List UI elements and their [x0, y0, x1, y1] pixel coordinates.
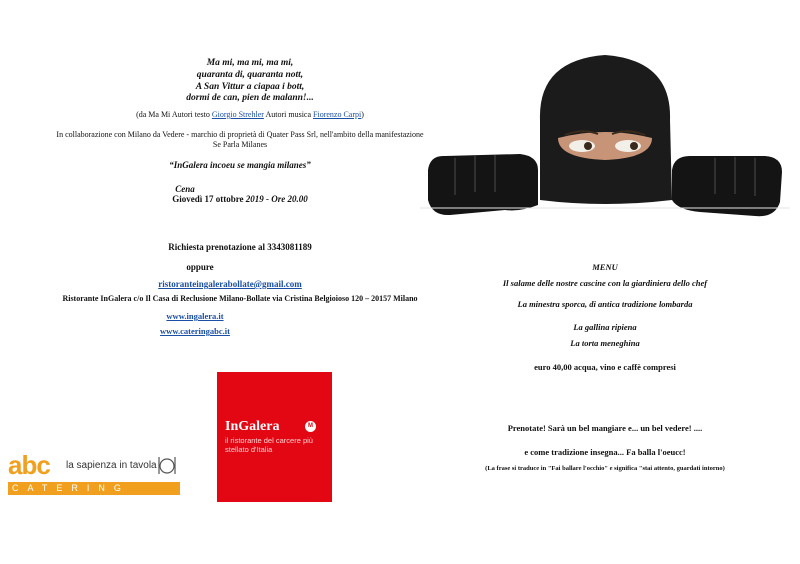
right-glove — [672, 156, 782, 216]
credits — [20, 110, 480, 120]
credits-suffix: ) — [361, 110, 364, 119]
restaurant-address: Ristorante InGalera c/o Il Casa di Reclusione Milano-Bollate via Cristina Belgioioso 120 – 20157 Milano — [62, 294, 418, 303]
author-text-link[interactable]: Giorgio Strehler — [211, 110, 264, 119]
closing-line: Prenotate! Sarà un bel mangiare e... un bel vedere! .... — [507, 423, 703, 433]
abc-catering-logo — [8, 452, 180, 496]
balaclava-head — [540, 55, 672, 204]
event-year-time: 2019 - Ore 20.00 — [243, 194, 308, 204]
abc-logo-word: abc — [8, 450, 50, 480]
abc-logo-tagline: la sapienza in tavola — [66, 460, 157, 471]
collaboration-line: Se Parla Milanes — [212, 140, 268, 149]
booking-email[interactable] — [100, 279, 360, 289]
ingalera-logo-in: In — [225, 419, 239, 434]
credits-prefix: (da Ma Mi Autori testo — [136, 110, 212, 119]
email-link[interactable]: ristoranteingalerabollate@gmail.com — [158, 279, 302, 289]
balaclava-photo — [420, 30, 790, 260]
author-music-link[interactable]: Fiorenzo Carpi — [313, 110, 362, 119]
event-day: Giovedì 17 ottobre — [172, 194, 244, 204]
ingalera-logo-title — [225, 420, 279, 434]
menu-title: MENU — [592, 262, 618, 272]
cutlery-icon — [156, 454, 178, 476]
ingalera-logo — [217, 372, 332, 502]
menu-item: Il salame delle nostre cascine con la giardiniera dello chef — [502, 278, 708, 288]
event-date — [120, 194, 360, 204]
event-title: “InGalera incoeu se mangia milanes” — [169, 160, 311, 170]
abc-logo-catering: CATERING — [8, 482, 180, 495]
ingalera-logo-subtitle: il ristorante del carcere più stellato d'Italia — [225, 436, 313, 454]
poem-line: dormi de can, pien de malann!... — [186, 93, 314, 104]
closing-note: (La frase si traduce in "Fai ballare l'occhio" e significa "stai attento, guardati intorno) — [485, 465, 725, 472]
event-meal: Cena — [175, 184, 195, 194]
poem-line: quaranta di, quaranta nott, — [196, 69, 304, 80]
poem — [140, 58, 360, 105]
menu-price: euro 40,00 acqua, vino e caffè compresi — [534, 362, 676, 372]
collaboration-line: In collaborazione con Milano da Vedere - marchio di proprietà di Quater Pass Srl, nell'ambito della manifestazione — [56, 130, 424, 139]
catering-link[interactable]: www.cateringabc.it — [160, 326, 230, 336]
closing-line: e come tradizione insegna... Fa balla l'oeucc! — [524, 447, 686, 457]
menu-item: La minestra sporca, di antica tradizione lombarda — [517, 299, 693, 309]
poem-line: A San Vittur a ciapaa i bott, — [195, 81, 305, 92]
site-catering[interactable] — [100, 326, 290, 336]
credits-middle: Autori musica — [263, 110, 314, 119]
ingalera-logo-galera: Galera — [238, 419, 280, 434]
booking-phone: Richiesta prenotazione al 3343081189 — [168, 242, 312, 252]
michelin-badge-icon: M — [305, 421, 316, 432]
menu-item: La torta meneghina — [570, 338, 640, 348]
left-glove — [428, 154, 538, 215]
site-ingalera[interactable] — [100, 311, 290, 321]
collaboration-text — [0, 130, 480, 150]
menu-item: La gallina ripiena — [573, 322, 637, 332]
ingalera-link[interactable]: www.ingalera.it — [166, 311, 224, 321]
booking-or: oppure — [186, 262, 214, 272]
poem-line: Ma mi, ma mi, ma mi, — [206, 58, 294, 68]
